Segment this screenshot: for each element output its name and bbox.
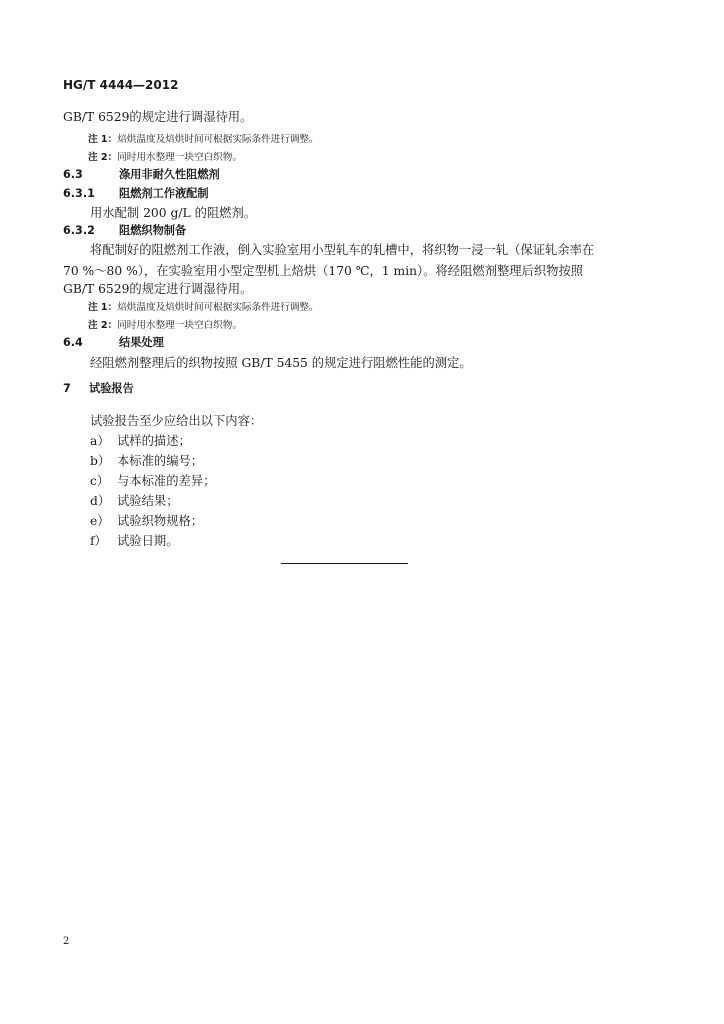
list-item-text: 本标准的编号；: [117, 454, 204, 468]
section-title: 阻燃织物制备: [119, 224, 187, 237]
note-label: 注 2：: [88, 152, 118, 163]
section-title: 结果处理: [119, 336, 164, 349]
body-line-humidity-1: GB/T 6529的规定进行调湿待用。: [63, 110, 253, 124]
list-marker: d）: [90, 494, 111, 508]
section-number: 6.3.2: [63, 224, 95, 237]
list-item-text: 试验日期。: [117, 534, 179, 548]
paragraph-6-4: 经阻燃剂整理后的织物按照 GB/T 5455 的规定进行阻燃性能的测定。: [90, 356, 472, 370]
list-item-b: [90, 451, 203, 469]
note-label: 注 1：: [88, 134, 118, 145]
note-label: 注 1：: [88, 302, 118, 313]
section-number: 6.3: [63, 168, 83, 181]
note-text: 同时用水整理一块空白织物。: [117, 152, 242, 163]
list-item-f: [90, 531, 179, 549]
paragraph-6-3-2-line-1: 将配制好的阻燃剂工作液，倒入实验室用小型轧车的轧槽中，将织物一浸一轧（保证轧余率在: [90, 243, 595, 257]
list-marker: a）: [90, 434, 110, 448]
section-heading-6-3-1: [63, 185, 209, 201]
list-item-c: [90, 471, 215, 489]
section-title: 阻燃剂工作液配制: [119, 187, 209, 200]
list-item-text: 试验结果；: [117, 494, 179, 508]
section-number: 6.3.1: [63, 187, 95, 200]
list-item-d: [90, 491, 179, 509]
note-text: 焙烘温度及焙烘时间可根据实际条件进行调整。: [117, 302, 319, 313]
note-text: 同时用水整理一块空白织物。: [117, 320, 242, 331]
list-item-text: 试验织物规格；: [117, 514, 204, 528]
paragraph-6-3-1: 用水配制 200 g/L 的阻燃剂。: [90, 206, 257, 220]
paragraph-6-3-2-line-2: 70 %～80 %），在实验室用小型定型机上焙烘（170 ℃，1 min）。将经阻燃剂整理后织物按照: [63, 264, 584, 278]
note-2-first: [88, 149, 242, 163]
section-title: 涤用非耐久性阻燃剂: [119, 168, 220, 181]
page-number: 2: [63, 936, 70, 947]
list-item-a: [90, 431, 191, 449]
list-item-text: 与本标准的差异；: [117, 474, 216, 488]
note-label: 注 2：: [88, 320, 118, 331]
section-title: 试验报告: [89, 382, 134, 395]
section-heading-6-3: [63, 166, 220, 182]
note-2-second: [88, 317, 242, 331]
section-number: 7: [63, 382, 71, 395]
list-marker: c）: [90, 474, 110, 488]
list-marker: b）: [90, 454, 111, 468]
section-heading-7: [63, 380, 134, 396]
paragraph-6-3-2-line-3: GB/T 6529的规定进行调湿待用。: [63, 282, 253, 296]
standard-code-header: HG/T 4444—2012: [63, 78, 179, 92]
list-marker: e）: [90, 514, 110, 528]
paragraph-7-intro: 试验报告至少应给出以下内容：: [90, 414, 263, 428]
note-1-first: [88, 131, 319, 145]
note-1-second: [88, 299, 319, 313]
list-marker: f）: [90, 534, 107, 548]
section-heading-6-3-2: [63, 222, 186, 238]
end-of-document-rule: [281, 563, 408, 564]
list-item-text: 试样的描述；: [117, 434, 191, 448]
section-number: 6.4: [63, 336, 83, 349]
list-item-e: [90, 511, 203, 529]
note-text: 焙烘温度及焙烘时间可根据实际条件进行调整。: [117, 134, 319, 145]
section-heading-6-4: [63, 334, 164, 350]
